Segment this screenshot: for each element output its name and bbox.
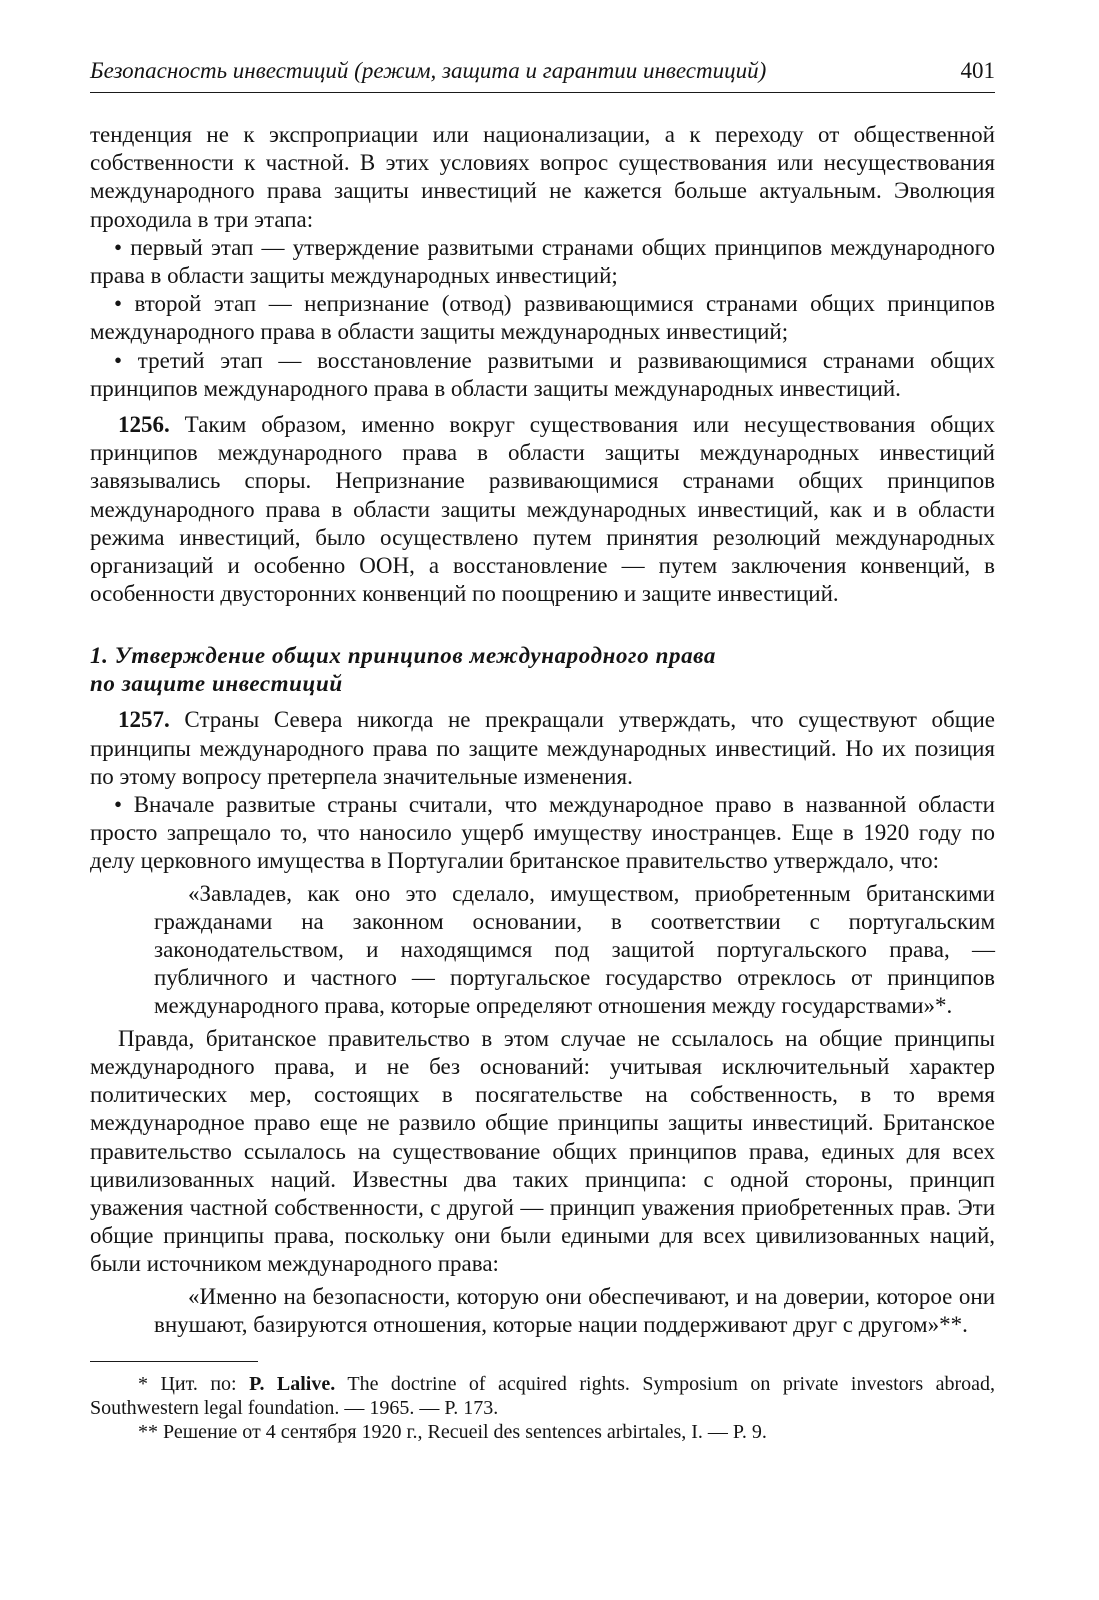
- running-head: [90, 58, 995, 93]
- footnote-1: [90, 1372, 995, 1420]
- running-head-title: Безопасность инвестиций (режим, защита и гарантии инвестиций): [90, 58, 767, 83]
- bullet-paragraph-1920: • Вначале развитые страны считали, что международное право в названной области просто запрещало то, что наносило ущерб имуществу иностранцев. Еще в 1920 году по делу церковного имущества в Португалии британское правительство утверждало, что:: [90, 792, 995, 874]
- stage-item-2: • второй этап — непризнание (отвод) развивающимися странами общих принципов международного права в области защиты международных инвестиций;: [90, 291, 995, 345]
- footnote-1-author: P. Lalive.: [249, 1372, 336, 1395]
- footnote-1-mark: * Цит. по:: [138, 1372, 250, 1395]
- footnote-1-text: The doctrine of acquired rights. Symposium on private investors abroad, Southwestern legal foundation. — 1965. — P. 173.: [90, 1372, 995, 1419]
- paragraph-number-1257: 1257.: [118, 707, 170, 733]
- page-number: 401: [960, 58, 995, 83]
- paragraph-1257: [90, 706, 995, 791]
- intro-paragraph: тенденция не к экспроприации или национализации, а к переходу от общественной собственности к частной. В этих условиях вопрос существования или несуществования международного права защиты инвестиций не кажется больше актуальным. Эволюция проходила в три этапа:: [90, 122, 995, 232]
- paragraph-1257-text: Страны Севера никогда не прекращали утверждать, что существуют общие принципы международного права по защите международных инвестиций. Но их позиция по этому вопросу претерпела значительные изменения.: [90, 707, 995, 789]
- paragraph-1256: [90, 411, 995, 608]
- stage-item-1: • первый этап — утверждение развитыми странами общих принципов международного права в области защиты международных инвестиций;: [90, 234, 995, 289]
- paragraph-pravda: Правда, британское правительство в этом случае не ссылалось на общие принципы международного права, и не без оснований: учитывая исключительный характер политических мер, состоящих в посягательстве на собственность, в то время международное право еще не развило общие принципы защиты инвестиций. Британское правительство ссылалось на существование общих принципов права, единых для всех цивилизованных наций. Известны два таких принципа: с одной стороны, принцип уважения частной собственности, с другой — принцип уважения приобретенных прав. Эти общие принципы права, поскольку они были едиными для всех цивилизованных наций, были источником международного права:: [90, 1025, 995, 1277]
- paragraph-number-1256: 1256.: [118, 412, 170, 438]
- block-quote-1: «Завладев, как оно это сделало, имуществом, приобретенным британскими гражданами на законном основании, в соответствии с португальским законодательством, и находящимся под защитой португальского права, — публичного и частного — португальское государство отреклось от принципов международного права, которые определяют отношения между государствами»*.: [154, 880, 995, 1019]
- block-quote-2: «Именно на безопасности, которую они обеспечивают, и на доверии, которое они внушают, базируются отношения, которые нации поддерживают друг с другом»**.: [154, 1283, 995, 1337]
- footnote-2: ** Решение от 4 сентября 1920 г., Recueil des sentences arbirtales, I. — P. 9.: [138, 1420, 767, 1443]
- book-page: [90, 58, 995, 1444]
- section-heading-line-1: 1. Утверждение общих принципов международного права: [90, 643, 716, 669]
- footnote-divider: [90, 1361, 258, 1362]
- stage-item-3: • третий этап — восстановление развитыми и развивающимися странами общих принципов международного права в области защиты международных инвестиций.: [90, 347, 995, 401]
- paragraph-1256-text: Таким образом, именно вокруг существования или несуществования общих принципов международного права в области защиты международных инвестиций завязывались споры. Непризнание развивающимися странами общих принципов международного права в области защиты международных инвестиций, как и в области режима инвестиций, было осуществлено путем принятия резолюций международных организаций и особенно ООН, а восстановление — путем заключения конвенций, в особенности двусторонних конвенций по поощрению и защите инвестиций.: [90, 412, 995, 607]
- section-heading-line-2: по защите инвестиций: [90, 671, 343, 697]
- section-heading: [90, 642, 995, 698]
